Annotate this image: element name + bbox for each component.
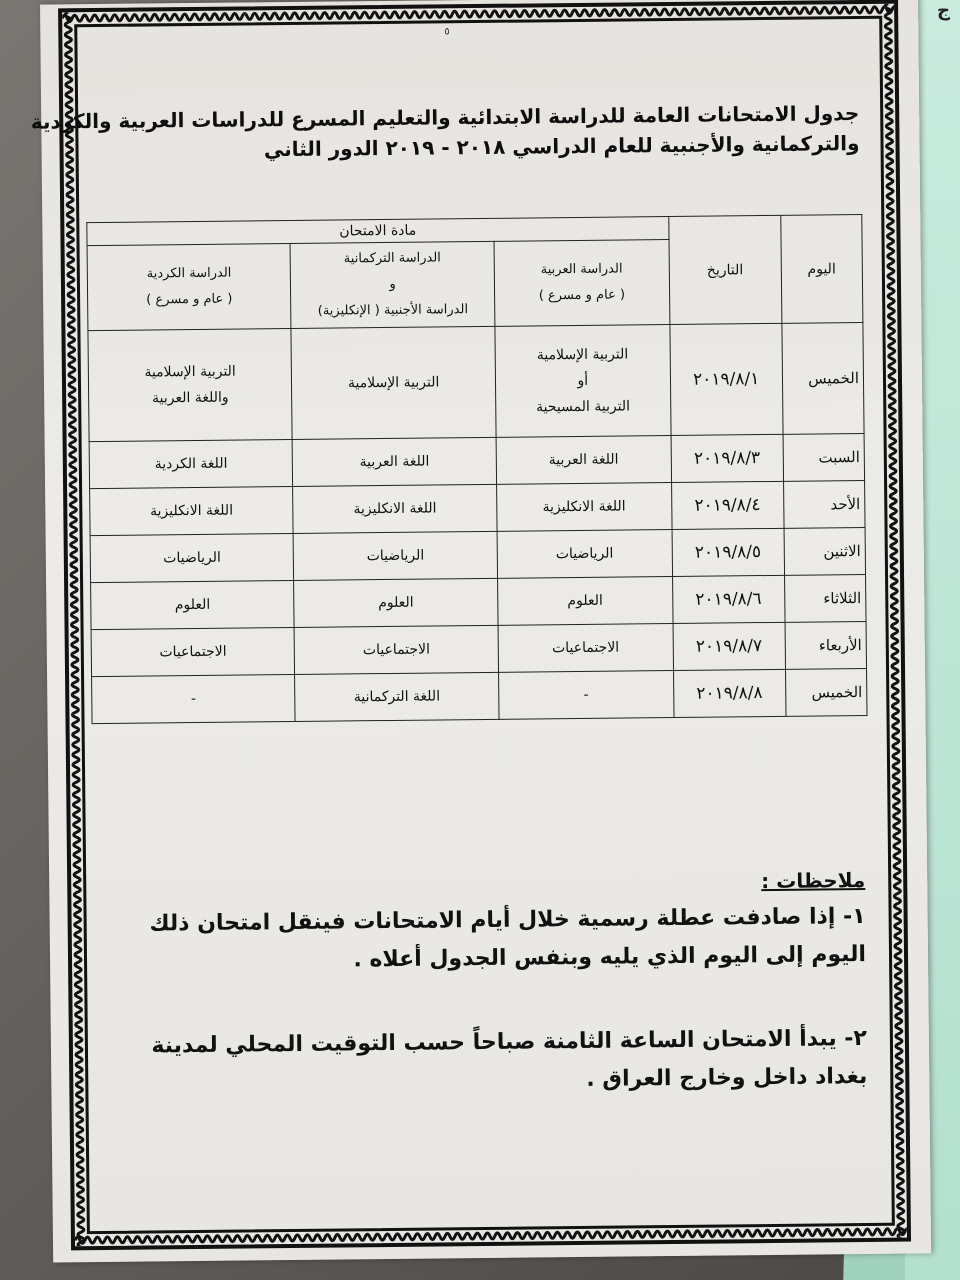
header-kurdish-line-1: الدراسة الكردية	[146, 265, 232, 282]
kurdish-subject-line: العلوم	[174, 596, 211, 614]
arabic-subject-line: أو	[577, 372, 589, 389]
turkmen-subject-cell	[293, 437, 497, 486]
turkmen-subject-cell	[294, 578, 498, 627]
page-mark: ٥	[444, 26, 450, 38]
arabic-subject-cell	[496, 483, 671, 532]
day-cell: الأربعاء	[785, 621, 867, 669]
date-cell: ٢٠١٩/٨/١	[670, 323, 783, 435]
header-turkmen-line-3: الدراسة الأجنبية ( الإنكليزية)	[317, 302, 469, 319]
arabic-subject-line: الاجتماعيات	[551, 639, 620, 657]
schedule-body	[88, 322, 867, 723]
arabic-subject-line: التربية المسيحية	[536, 398, 631, 416]
table-row	[90, 527, 865, 582]
notes-section	[109, 868, 868, 1150]
header-kurdish-study	[87, 243, 291, 330]
notes-title: ملاحظات :	[761, 868, 866, 894]
date-cell: ٢٠١٩/٨/٣	[671, 434, 783, 482]
note-item-1: ١- إذا صادفت عطلة رسمية خلال أيام الامتحانات فينقل امتحان ذلك اليوم إلى اليوم الذي يليه وبنفس الجدول أعلاه .	[149, 904, 867, 973]
header-turkmen-line-2: و	[389, 276, 396, 292]
arabic-subject-line: اللغة الانكليزية	[542, 498, 626, 516]
day-cell: السبت	[783, 433, 865, 481]
header-turkmen-study	[290, 241, 494, 328]
header-arabic-study	[494, 240, 670, 327]
day-cell: الخميس	[782, 322, 865, 434]
kurdish-subject-line: الرياضيات	[163, 549, 221, 567]
turkmen-subject-cell	[294, 531, 498, 580]
kurdish-subject-cell	[90, 486, 294, 535]
title-line-1: جدول الامتحانات العامة للدراسة الابتدائية والتعليم المسرع للدراسات العربية والكردية	[30, 101, 860, 134]
header-subject: مادة الامتحان	[87, 217, 669, 246]
header-arabic-line-1: الدراسة العربية	[540, 261, 623, 278]
turkmen-subject-cell	[291, 326, 496, 439]
table-row	[91, 574, 866, 629]
kurdish-subject-line: الاجتماعيات	[159, 643, 227, 661]
date-cell: ٢٠١٩/٨/٧	[673, 622, 785, 670]
turkmen-subject-cell	[294, 625, 498, 674]
turkmen-subject-line: اللغة التركمانية	[353, 688, 441, 706]
turkmen-subject-cell	[293, 484, 497, 533]
kurdish-subject-line: اللغة الكردية	[154, 455, 228, 473]
arabic-subject-line: العلوم	[567, 592, 603, 610]
table-row	[89, 433, 864, 488]
arabic-subject-cell	[498, 624, 673, 673]
kurdish-subject-cell	[88, 328, 293, 441]
kurdish-subject-line: التربية الإسلامية	[144, 363, 236, 381]
exam-schedule-table	[86, 214, 867, 724]
table-row	[88, 322, 864, 441]
turkmen-subject-line: اللغة العربية	[359, 453, 430, 471]
kurdish-subject-cell	[89, 439, 293, 488]
arabic-subject-line: الرياضيات	[555, 545, 614, 563]
kurdish-subject-cell	[91, 627, 295, 676]
title-line-2: والتركمانية والأجنبية للعام الدراسي ٢٠١٨ - ٢٠١٩ الدور الثاني	[263, 131, 860, 162]
day-cell: الاثنين	[784, 527, 866, 575]
arabic-subject-line: اللغة العربية	[548, 451, 619, 469]
note-item-2: ٢- يبدأ الامتحان الساعة الثامنة صباحاً حسب التوقيت المحلي لمدينة بغداد داخل وخارج العراق .	[151, 1025, 868, 1092]
turkmen-subject-line: التربية الإسلامية	[347, 374, 440, 392]
kurdish-subject-cell	[90, 533, 294, 582]
document-paper	[30, 0, 931, 1263]
table-row	[90, 480, 865, 535]
arabic-subject-cell	[496, 436, 671, 485]
day-cell: الأحد	[783, 480, 865, 528]
day-cell: الثلاثاء	[784, 574, 866, 622]
table-row	[91, 621, 866, 676]
day-cell: الخميس	[785, 668, 867, 716]
turkmen-subject-line: العلوم	[378, 594, 414, 612]
header-arabic-line-2: ( عام و مسرع )	[538, 287, 626, 304]
turkmen-subject-line: الاجتماعيات	[362, 641, 431, 659]
kurdish-subject-cell	[91, 580, 295, 629]
header-day: اليوم	[780, 215, 862, 324]
turkmen-subject-line: اللغة الانكليزية	[353, 500, 437, 518]
header-date: التاريخ	[669, 215, 782, 324]
arabic-subject-cell	[497, 577, 672, 626]
document-title	[30, 98, 860, 166]
kurdish-subject-cell	[92, 674, 296, 723]
arabic-subject-cell	[495, 325, 671, 438]
corner-mark: ج	[937, 0, 950, 21]
date-cell: ٢٠١٩/٨/٥	[672, 528, 784, 576]
document-content	[30, 26, 878, 1222]
header-kurdish-line-2: ( عام و مسرع )	[146, 291, 233, 308]
arabic-subject-line: -	[583, 686, 589, 703]
date-cell: ٢٠١٩/٨/٨	[673, 669, 785, 717]
arabic-subject-line: التربية الإسلامية	[536, 346, 629, 364]
kurdish-subject-line: واللغة العربية	[152, 389, 229, 407]
header-turkmen-line-1: الدراسة التركمانية	[343, 250, 441, 267]
kurdish-subject-line: اللغة الانكليزية	[149, 502, 234, 520]
kurdish-subject-line: -	[190, 691, 197, 708]
turkmen-subject-line: الرياضيات	[366, 547, 425, 565]
arabic-subject-cell	[498, 671, 673, 720]
table-row	[92, 668, 867, 723]
arabic-subject-cell	[497, 530, 672, 579]
date-cell: ٢٠١٩/٨/٤	[671, 481, 783, 529]
date-cell: ٢٠١٩/٨/٦	[672, 575, 784, 623]
turkmen-subject-cell	[295, 672, 499, 721]
